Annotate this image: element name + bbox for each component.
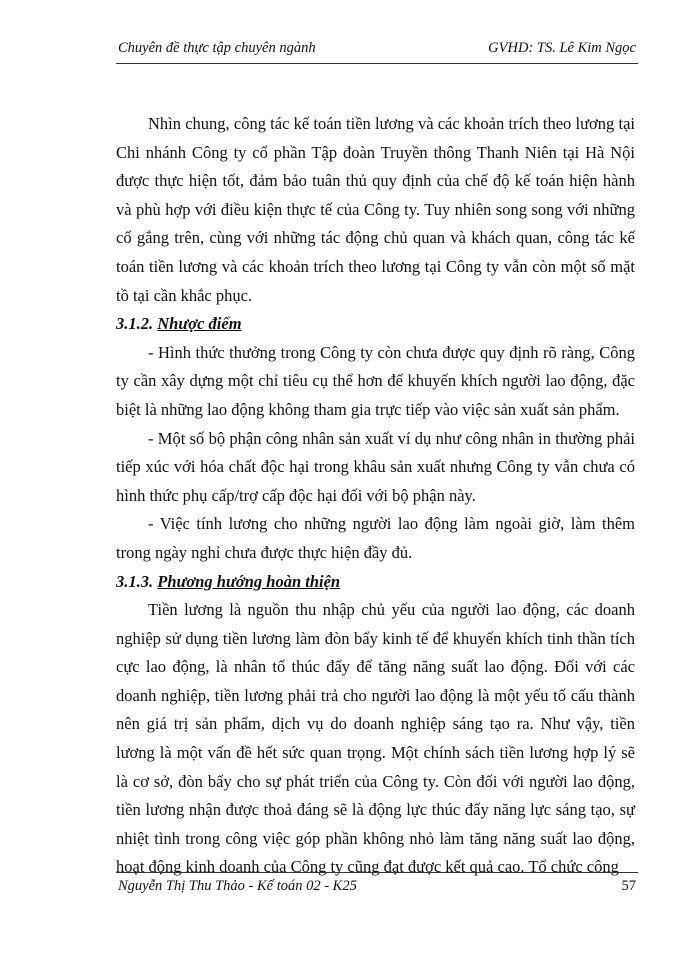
footer-divider <box>116 872 638 873</box>
page-header <box>118 40 636 60</box>
section-number: 3.1.3. <box>116 571 154 591</box>
page-number: 57 <box>621 878 636 894</box>
footer-author: Nguyễn Thị Thu Thảo - Kế toán 02 - K25 <box>118 878 357 894</box>
header-divider <box>116 63 638 64</box>
section-heading-improvement <box>116 568 635 597</box>
section-heading-weaknesses <box>116 310 635 339</box>
section-number: 3.1.2. <box>116 314 154 334</box>
weakness-paragraph-2: - Một số bộ phận công nhân sản xuất ví dụ như công nhân in thường phải tiếp xúc với hóa chất độc hại trong khâu sản xuất nhưng Công ty vẫn chưa có hình thức phụ cấp/trợ cấp độc hại đối với bộ phận này. <box>116 428 635 505</box>
weakness-paragraph-3: - Việc tính lương cho những người lao động làm ngoài giờ, làm thêm trong ngày nghỉ chưa được thực hiện đầy đủ. <box>116 514 635 562</box>
intro-paragraph: Nhìn chung, công tác kế toán tiền lương và các khoản trích theo lương tại Chi nhánh Công ty cổ phần Tập đoàn Truyền thông Thanh Niên tại Hà Nội được thực hiện tốt, đảm bảo tuân thủ quy định của chế độ kế toán hiện hành và phù hợp với điều kiện thực tế của Công ty. Tuy nhiên song song với những cố gắng trên, cùng với những tác động chủ quan và khách quan, công tác kế toán tiền lương và các khoản trích theo lương tại Công ty vẫn còn một số mặt tồ tại cần khắc phục. <box>116 114 635 305</box>
section-title: Nhược điểm <box>157 314 242 334</box>
weakness-paragraph-1: - Hình thức thưởng trong Công ty còn chưa được quy định rõ ràng, Công ty cần xây dựng một chỉ tiêu cụ thể hơn để khuyến khích người lao động, đặc biệt là những lao động không tham gia trực tiếp vào việc sản xuất sản phẩm. <box>116 342 635 419</box>
improvement-paragraph: Tiền lương là nguồn thu nhập chủ yếu của người lao động, các doanh nghiệp sử dụng tiền lương làm đòn bẩy kinh tế để khuyến khích tinh thần tích cực lao động, là nhân tố thúc đẩy để tăng năng suất lao động. Đối với các doanh nghiệp, tiền lương phải trả cho người lao động là một yếu tố cấu thành nên giá trị sản phẩm, dịch vụ do doanh nghiệp sáng tạo ra. Như vậy, tiền lương là một vấn đề hết sức quan trọng. Một chính sách tiền lương hợp lý sẽ là cơ sở, đòn bẩy cho sự phát triển của Công ty. Còn đối với người lao động, tiền lương nhận được thoả đáng sẽ là động lực thúc đẩy năng lực sáng tạo, sự nhiệt tình trong công việc góp phần không nhỏ làm tăng năng suất lao động, hoạt động kinh doanh của Công ty cũng đạt được kết quả cao. Tổ chức công <box>116 600 635 877</box>
section-title: Phương hướng hoàn thiện <box>157 571 341 591</box>
page-footer <box>118 878 636 895</box>
page-body <box>116 110 635 882</box>
header-course-title: Chuyên đề thực tập chuyên ngành <box>118 40 316 56</box>
header-supervisor: GVHD: TS. Lê Kim Ngọc <box>488 40 636 56</box>
